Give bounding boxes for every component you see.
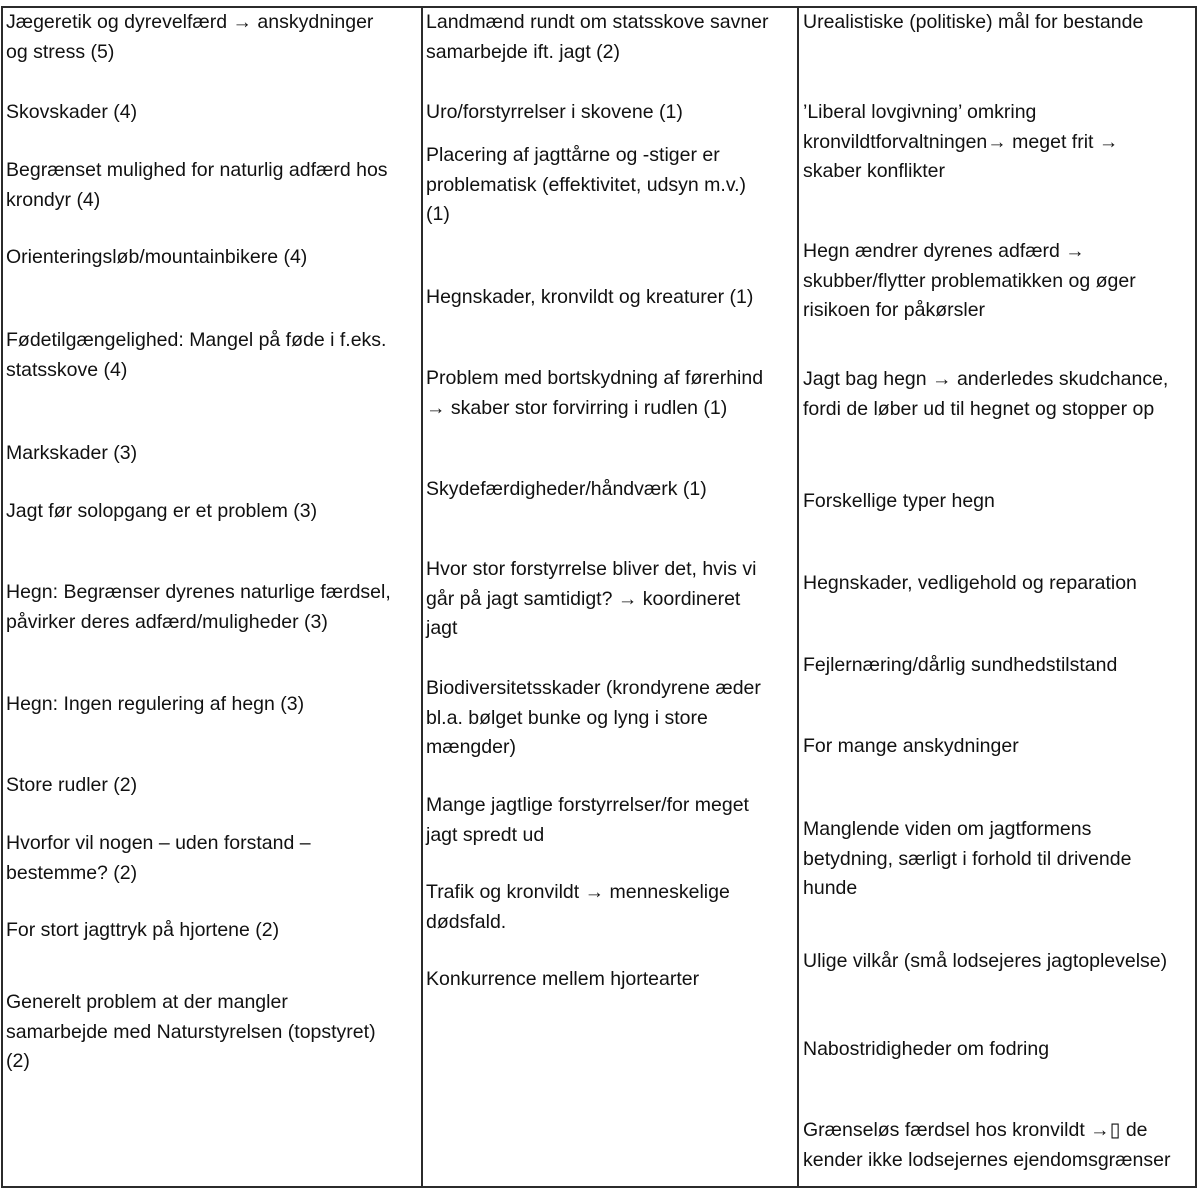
text-line: ’Liberal lovgivning’ omkring [803,101,1037,123]
text-line: skaber konflikter [803,160,945,182]
table-cell-text [426,555,757,644]
table-cell-text [803,1116,1170,1175]
text-line: Skovskader (4) [6,101,138,123]
text-line: samarbejde med Naturstyrelsen (topstyret) [6,1020,376,1043]
table-cell-text [803,947,1167,977]
text-line: Orienteringsløb/mountainbikere (4) [6,246,308,268]
text-line: Jagt før solopgang er et problem (3) [6,500,318,522]
table-cell-text [426,98,683,128]
table-cell-text [803,98,1118,187]
table-cell-text [426,878,730,937]
problem-table [1,6,1197,1188]
text-line: jagt spredt ud [426,823,545,846]
text-line: For stort jagttryk på hjortene (2) [6,919,280,941]
text-line: og stress (5) [6,40,115,63]
text-line: Konkurrence mellem hjortearter [426,968,700,990]
text-line: For mange anskydninger [803,735,1019,757]
text-line: kronvildtforvaltningen→ meget frit → [803,130,1119,153]
text-line: Forskellige typer hegn [803,490,995,512]
table-cell-text [6,578,391,637]
text-line: Markskader (3) [6,442,138,464]
table-cell-text [6,156,388,215]
text-line: Hvorfor vil nogen – uden forstand – [6,832,311,854]
text-line: statsskove (4) [6,358,128,381]
table-cell-text [426,791,749,850]
text-line: Hvor stor forstyrrelse bliver det, hvis vi [426,558,757,580]
text-line: Urealistiske (politiske) mål for bestande [803,11,1144,33]
text-line: kender ikke lodsejernes ejendomsgrænser [803,1148,1171,1171]
text-line: Hegn: Ingen regulering af hegn (3) [6,693,305,715]
table-cell-text [803,815,1131,904]
table-cell-text [426,965,699,995]
text-line: (2) [6,1050,30,1072]
table-cell-text [6,771,137,801]
text-line: Biodiversitetsskader (krondyrene æder [426,677,761,699]
text-line: Fejlernæring/dårlig sundhedstilstand [803,654,1118,676]
table-cell-text [426,475,707,505]
text-line: hunde [803,877,858,899]
table-cell-text [6,439,137,469]
table-cell-text [6,243,307,273]
text-line: Jægeretik og dyrevelfærd → anskydninger [6,11,374,33]
text-line: Hegn ændrer dyrenes adfærd → [803,240,1085,262]
text-line: samarbejde ift. jagt (2) [426,40,621,63]
text-line: Ulige vilkår (små lodsejeres jagtoplevelse) [803,950,1168,972]
text-line: jagt [426,617,458,639]
table-cell-text [803,732,1019,762]
text-line: går på jagt samtidigt? → koordineret [426,587,741,610]
table-cell-text [6,829,311,888]
text-line: Hegn: Begrænser dyrenes naturlige færdsel, [6,581,391,603]
table-cell-text [803,651,1117,681]
table-cell-text [426,283,753,313]
table-cell-text [6,8,373,67]
text-line: påvirker deres adfærd/muligheder (3) [6,610,328,633]
text-line: Grænseløs færdsel hos kronvildt →▯ de [803,1119,1148,1141]
table-column-2 [423,8,799,1186]
table-cell-text [426,141,746,230]
table-cell-text [803,1035,1049,1065]
text-line: betydning, særligt i forhold til drivende [803,847,1132,870]
table-cell-text [803,365,1168,424]
table-cell-text [803,8,1143,38]
text-line: krondyr (4) [6,188,101,211]
table-cell-text [426,8,769,67]
text-line: Nabostridigheder om fodring [803,1038,1050,1060]
table-cell-text [803,487,995,517]
text-line: Hegnskader, kronvildt og kreaturer (1) [426,286,754,308]
text-line: Landmænd rundt om statsskove savner [426,11,769,33]
text-line: skubber/flytter problematikken og øger [803,269,1136,292]
text-line: → skaber stor forvirring i rudlen (1) [426,396,728,419]
table-cell-text [6,326,386,385]
text-line: dødsfald. [426,910,507,933]
text-line: Store rudler (2) [6,774,138,796]
table-column-1 [3,8,423,1186]
table-cell-text [6,916,279,946]
text-line: problematisk (effektivitet, udsyn m.v.) [426,173,747,196]
text-line: Begrænset mulighed for naturlig adfærd hos [6,159,388,181]
text-line: risikoen for påkørsler [803,299,986,321]
text-line: Fødetilgængelighed: Mangel på føde i f.eks. [6,329,387,351]
text-line: bl.a. bølget bunke og lyng i store [426,706,708,729]
table-cell-text [6,988,376,1077]
text-line: Skydefærdigheder/håndværk (1) [426,478,707,500]
text-line: (1) [426,203,450,225]
text-line: fordi de løber ud til hegnet og stopper op [803,397,1155,420]
table-cell-text [6,497,317,527]
text-line: mængder) [426,736,516,758]
table-cell-text [426,364,763,423]
table-cell-text [426,674,761,763]
text-line: Mange jagtlige forstyrrelser/for meget [426,794,749,816]
text-line: bestemme? (2) [6,861,138,884]
text-line: Uro/forstyrrelser i skovene (1) [426,101,683,123]
table-column-3 [799,8,1195,1186]
text-line: Manglende viden om jagtformens [803,818,1092,840]
text-line: Problem med bortskydning af førerhind [426,367,764,389]
table-cell-text [6,98,137,128]
text-line: Generelt problem at der mangler [6,991,288,1013]
table-cell-text [6,690,304,720]
text-line: Jagt bag hegn → anderledes skudchance, [803,368,1169,390]
text-line: Hegnskader, vedligehold og reparation [803,572,1137,594]
table-cell-text [803,569,1137,599]
text-line: Placering af jagttårne og -stiger er [426,144,720,166]
text-line: Trafik og kronvildt → menneskelige [426,881,730,903]
table-cell-text [803,237,1136,326]
